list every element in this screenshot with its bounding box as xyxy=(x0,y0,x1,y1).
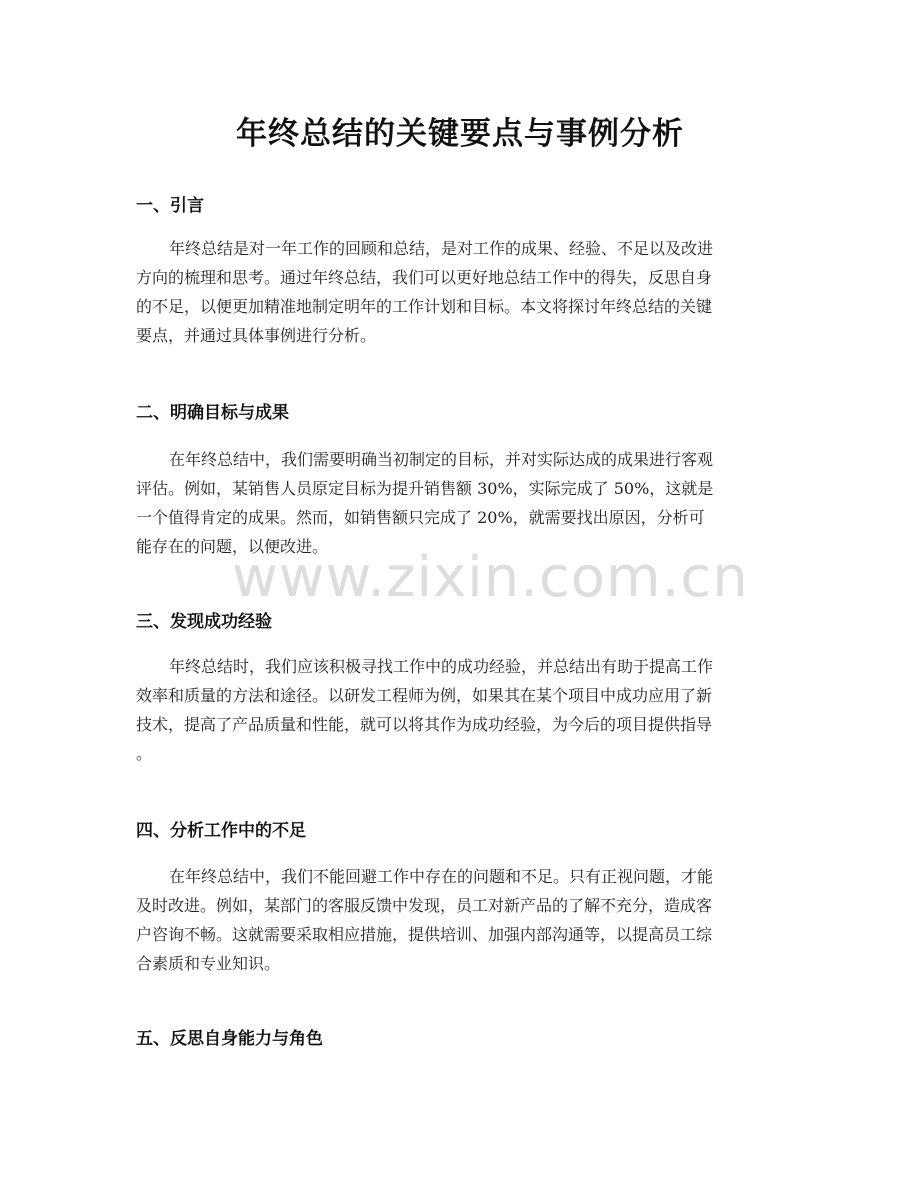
paragraph-line: 评估。例如，某销售人员原定目标为提升销售额 30%，实际完成了 50%，这就是 xyxy=(136,479,714,498)
section-heading-shortcomings: 四、分析工作中的不足 xyxy=(136,821,306,841)
paragraph-line: 。 xyxy=(136,744,153,763)
paragraph-line: 效率和质量的方法和途径。以研发工程师为例，如果其在某个项目中成功应用了新 xyxy=(136,686,713,705)
watermark: www.zixin.com.cn xyxy=(232,545,749,610)
section-paragraph-intro xyxy=(136,234,786,350)
paragraph-line: 年终总结时，我们应该积极寻找工作中的成功经验，并总结出有助于提高工作 xyxy=(169,657,714,676)
paragraph-line: 方向的梳理和思考。通过年终总结，我们可以更好地总结工作中的得失，反思自身 xyxy=(136,268,713,287)
paragraph-line: 的不足，以便更加精准地制定明年的工作计划和目标。本文将探讨年终总结的关键 xyxy=(136,297,713,316)
section-heading-intro: 一、引言 xyxy=(136,196,204,216)
paragraph-line: 在年终总结中，我们需要明确当初制定的目标，并对实际达成的成果进行客观 xyxy=(169,450,714,469)
section-paragraph-success xyxy=(136,652,786,768)
paragraph-line: 在年终总结中，我们不能回避工作中存在的问题和不足。只有正视问题，才能 xyxy=(169,867,714,886)
paragraph-line: 技术，提高了产品质量和性能，就可以将其作为成功经验，为今后的项目提供指导 xyxy=(136,715,713,734)
document-title: 年终总结的关键要点与事例分析 xyxy=(236,116,684,152)
paragraph-line: 及时改进。例如，某部门的客服反馈中发现，员工对新产品的了解不充分，造成客 xyxy=(136,896,713,915)
paragraph-line: 合素质和专业知识。 xyxy=(136,954,281,973)
paragraph-line: 年终总结是对一年工作的回顾和总结，是对工作的成果、经验、不足以及改进 xyxy=(169,239,714,258)
section-paragraph-shortcomings xyxy=(136,862,786,978)
paragraph-line: 要点，并通过具体事例进行分析。 xyxy=(136,326,377,345)
paragraph-line: 一个值得肯定的成果。然而，如销售额只完成了 20%，就需要找出原因，分析可 xyxy=(136,508,705,527)
section-heading-reflection: 五、反思自身能力与角色 xyxy=(136,1029,323,1049)
section-paragraph-goals xyxy=(136,445,786,561)
paragraph-line: 户咨询不畅。这就需要采取相应措施，提供培训、加强内部沟通等，以提高员工综 xyxy=(136,925,713,944)
section-heading-goals: 二、明确目标与成果 xyxy=(136,403,289,423)
section-heading-success: 三、发现成功经验 xyxy=(136,612,272,632)
paragraph-line: 能存在的问题，以便改进。 xyxy=(136,537,329,556)
